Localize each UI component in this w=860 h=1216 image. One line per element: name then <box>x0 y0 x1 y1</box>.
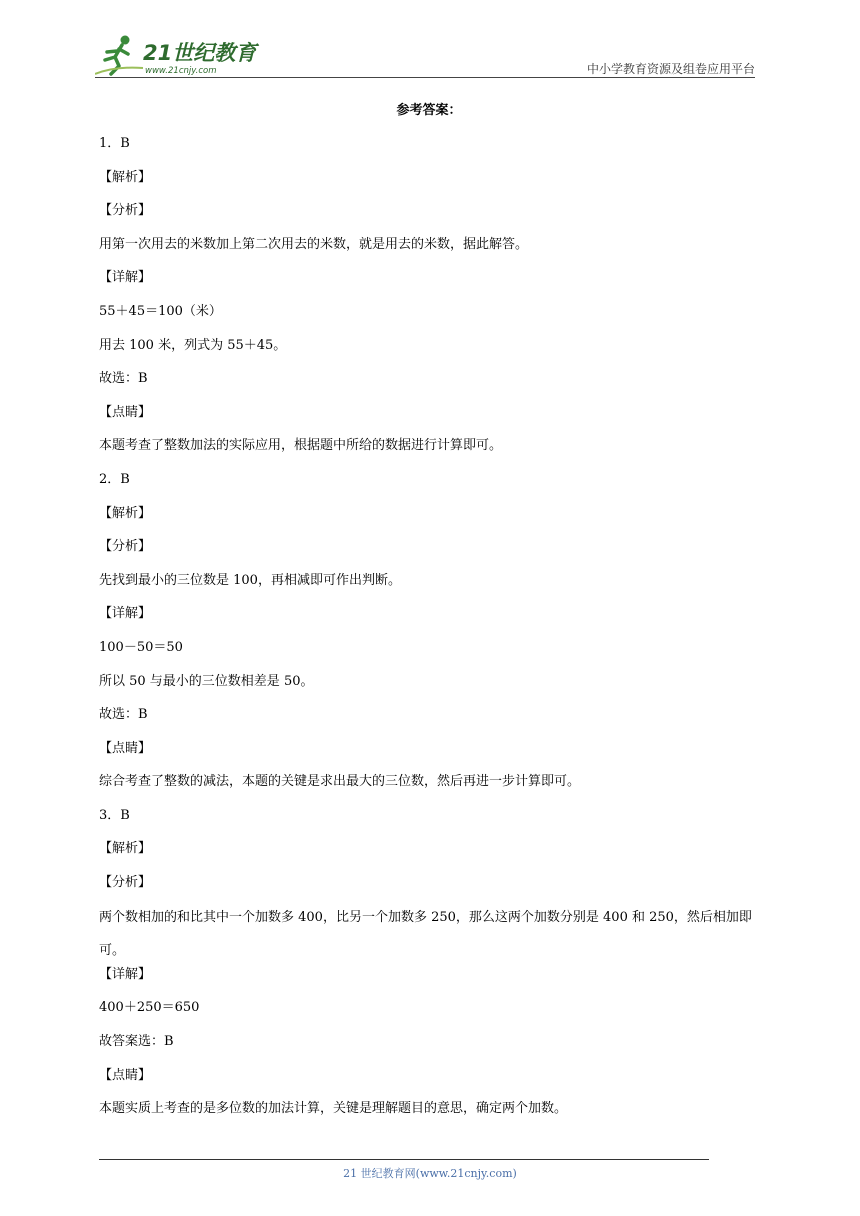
header-divider <box>95 77 755 78</box>
text-line: 【解析】 <box>99 505 152 521</box>
text-line: 用第一次用去的米数加上第二次用去的米数，就是用去的米数，据此解答。 <box>99 236 529 252</box>
text-line: 【分析】 <box>99 875 152 891</box>
answer-content <box>99 98 759 1131</box>
footer-link[interactable]: 21 世纪教育网(www.21cnjy.com) <box>343 1167 517 1180</box>
text-line: 【点睛】 <box>99 404 152 420</box>
text-line: 100－50＝50 <box>99 639 183 655</box>
text-line: 【点睛】 <box>99 1067 152 1083</box>
logo-text: 21世纪教育 <box>143 41 257 65</box>
text-line: 先找到最小的三位数是 100，再相减即可作出判断。 <box>99 572 401 588</box>
text-line: 本题实质上考查的是多位数的加法计算，关键是理解题目的意思，确定两个加数。 <box>99 1101 568 1117</box>
footer-divider <box>99 1159 709 1160</box>
text-line: 故答案选：B <box>99 1034 174 1050</box>
text-line: 1．B <box>99 136 130 151</box>
page-title: 参考答案： <box>396 103 462 118</box>
text-line: 3．B <box>99 807 130 823</box>
text-line: 【解析】 <box>99 169 152 185</box>
text-line: 所以 50 与最小的三位数相差是 50。 <box>99 673 314 689</box>
platform-name: 中小学教育资源及组卷应用平台 <box>586 62 755 76</box>
text-line: 用去 100 米，列式为 55＋45。 <box>99 337 287 353</box>
text-line: 【详解】 <box>99 966 152 982</box>
text-line: 【分析】 <box>99 539 152 555</box>
text-line: 2．B <box>99 471 130 487</box>
text-line: 【解析】 <box>99 841 152 857</box>
text-line: 【分析】 <box>99 203 152 219</box>
text-line: 两个数相加的和比其中一个加数多 400，比另一个加数多 250，那么这两个加数分别是 400 和 250，然后相加即可。 <box>99 909 752 959</box>
text-line: 55＋45＝100（米） <box>99 303 222 319</box>
site-logo[interactable] <box>95 30 265 78</box>
runner-icon <box>95 36 143 75</box>
text-line: 【点睛】 <box>99 740 152 756</box>
text-line: 综合考查了整数的减法，本题的关键是求出最大的三位数，然后再进一步计算即可。 <box>99 774 581 790</box>
text-line: 故选：B <box>99 371 148 387</box>
logo-url: www.21cnjy.com <box>145 66 217 76</box>
text-line: 本题考查了整数加法的实际应用，根据题中所给的数据进行计算即可。 <box>99 438 503 454</box>
text-line: 【详解】 <box>99 606 152 622</box>
page-header <box>95 30 755 78</box>
text-line: 400＋250＝650 <box>99 1000 200 1016</box>
text-line: 故选：B <box>99 707 148 723</box>
text-line: 【详解】 <box>99 270 152 286</box>
